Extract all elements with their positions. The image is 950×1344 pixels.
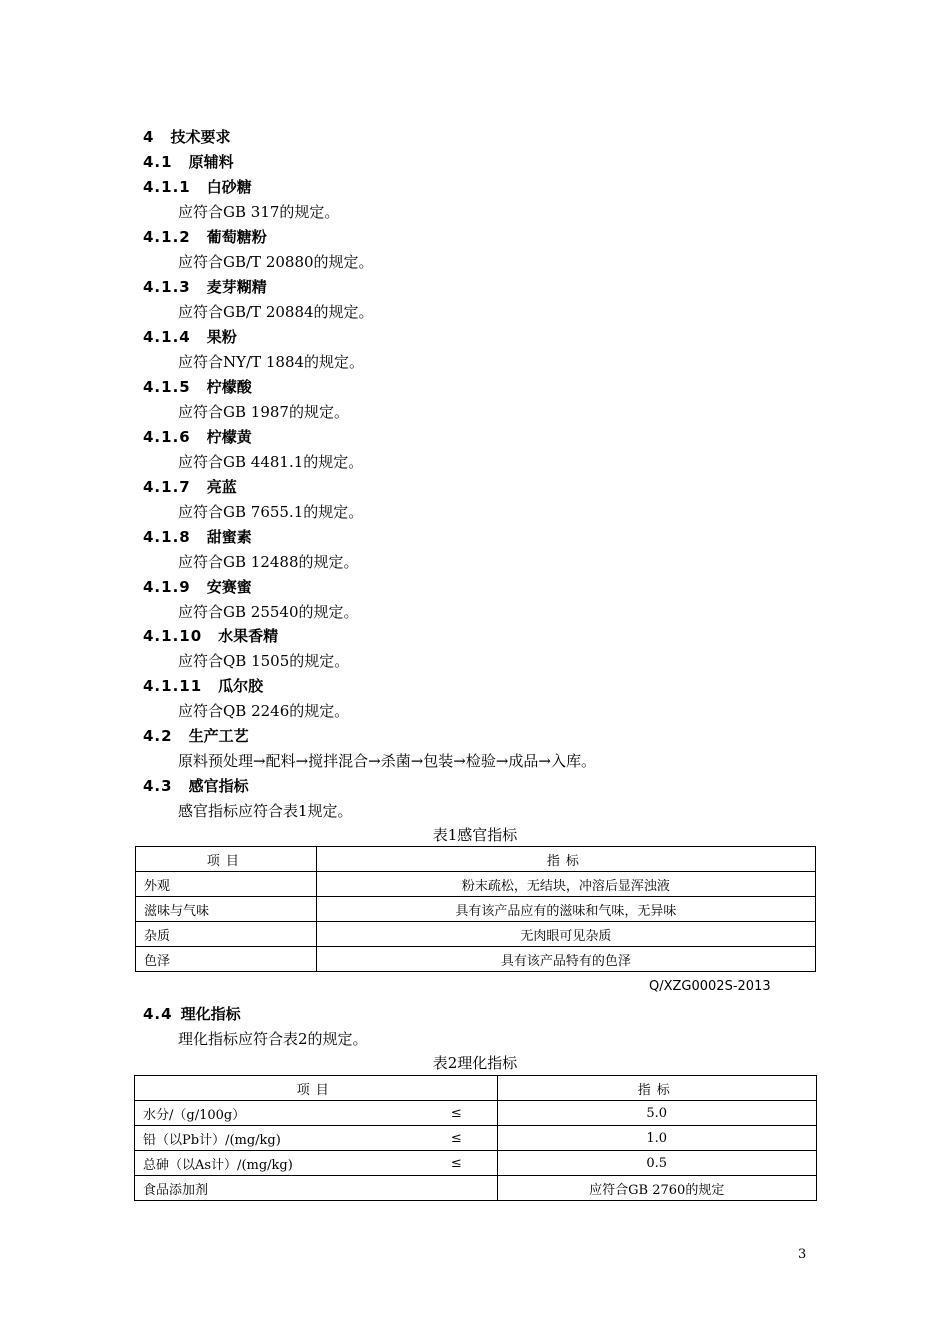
column-header-item: 项目 [135,1076,498,1101]
table-row [135,1101,817,1126]
table-1-caption: 表1感官指标 [432,826,518,844]
table-cell: 无肉眼可见杂质 [316,922,815,947]
material-text: 应符合GB/T 20884的规定。 [178,303,374,321]
material-text: 应符合GB 317的规定。 [178,203,340,221]
process-flow-text: 原料预处理→配料→搅拌混合→杀菌→包装→检验→成品→入库。 [178,752,596,770]
table-row [136,872,816,897]
table-row [136,897,816,922]
table-cell: 水分/（g/100g） [135,1101,417,1126]
comparison-cell: ≤ [416,1151,497,1176]
material-text: 应符合NY/T 1884的规定。 [178,353,365,371]
page-number: 3 [798,1247,807,1262]
material-heading: 4.1.4 果粉 [143,328,237,346]
table-row [136,947,816,972]
table-row [135,1126,817,1151]
comparison-cell: ≤ [416,1126,497,1151]
physchem-intro-text: 理化指标应符合表2的规定。 [178,1030,368,1048]
table-cell: 外观 [136,872,317,897]
material-heading: 4.1.7 亮蓝 [143,478,237,496]
material-heading: 4.1.9 安赛蜜 [143,578,252,596]
table-header-row [135,1076,817,1101]
table-cell: 杂质 [136,922,317,947]
material-heading: 4.1.5 柠檬酸 [143,378,252,396]
material-text: 应符合GB/T 20880的规定。 [178,253,374,271]
table-cell: 铅（以Pb计）/(mg/kg) [135,1126,417,1151]
material-text: 应符合GB 1987的规定。 [178,403,349,421]
section-4-2-heading: 4.2 生产工艺 [143,727,249,745]
material-heading: 4.1.8 甜蜜素 [143,528,252,546]
standard-code: Q/XZG0002S-2013 [649,979,771,994]
table-2-caption: 表2理化指标 [432,1054,518,1072]
material-heading: 4.1.6 柠檬黄 [143,428,252,446]
table-cell: 1.0 [497,1126,816,1151]
comparison-cell [416,1176,497,1201]
sensory-intro-text: 感官指标应符合表1规定。 [178,802,353,820]
physchem-table [134,1075,817,1201]
table-cell: 色泽 [136,947,317,972]
section-4-4-heading: 4.4 理化指标 [143,1005,241,1023]
table-cell: 5.0 [497,1101,816,1126]
section-4-3-heading: 4.3 感官指标 [143,777,249,795]
material-heading: 4.1.3 麦芽糊精 [143,278,267,296]
material-text: 应符合GB 12488的规定。 [178,553,359,571]
material-heading: 4.1.11 瓜尔胶 [143,677,264,695]
table-header-row [136,847,816,872]
column-header-item: 项目 [136,847,317,872]
table-row [135,1176,817,1201]
material-heading: 4.1.1 白砂糖 [143,178,252,196]
section-4-heading: 4 技术要求 [143,128,231,146]
table-cell: 粉末疏松，无结块，冲溶后显浑浊液 [316,872,815,897]
section-4-1-heading: 4.1 原辅料 [143,153,234,171]
column-header-indicator: 指标 [316,847,815,872]
material-heading: 4.1.10 水果香精 [143,627,279,645]
table-cell: 具有该产品应有的滋味和气味，无异味 [316,897,815,922]
material-text: 应符合GB 4481.1的规定。 [178,453,364,471]
table-cell: 0.5 [497,1151,816,1176]
table-row [136,922,816,947]
material-text: 应符合GB 25540的规定。 [178,603,359,621]
comparison-cell: ≤ [416,1101,497,1126]
table-cell: 应符合GB 2760的规定 [497,1176,816,1201]
table-cell: 具有该产品特有的色泽 [316,947,815,972]
table-cell: 滋味与气味 [136,897,317,922]
table-cell: 总砷（以As计）/(mg/kg) [135,1151,417,1176]
material-text: 应符合QB 2246的规定。 [178,702,350,720]
sensory-table [135,846,816,972]
material-text: 应符合GB 7655.1的规定。 [178,503,364,521]
material-heading: 4.1.2 葡萄糖粉 [143,228,267,246]
column-header-indicator: 指标 [497,1076,816,1101]
table-cell: 食品添加剂 [135,1176,417,1201]
table-row [135,1151,817,1176]
material-text: 应符合QB 1505的规定。 [178,652,350,670]
